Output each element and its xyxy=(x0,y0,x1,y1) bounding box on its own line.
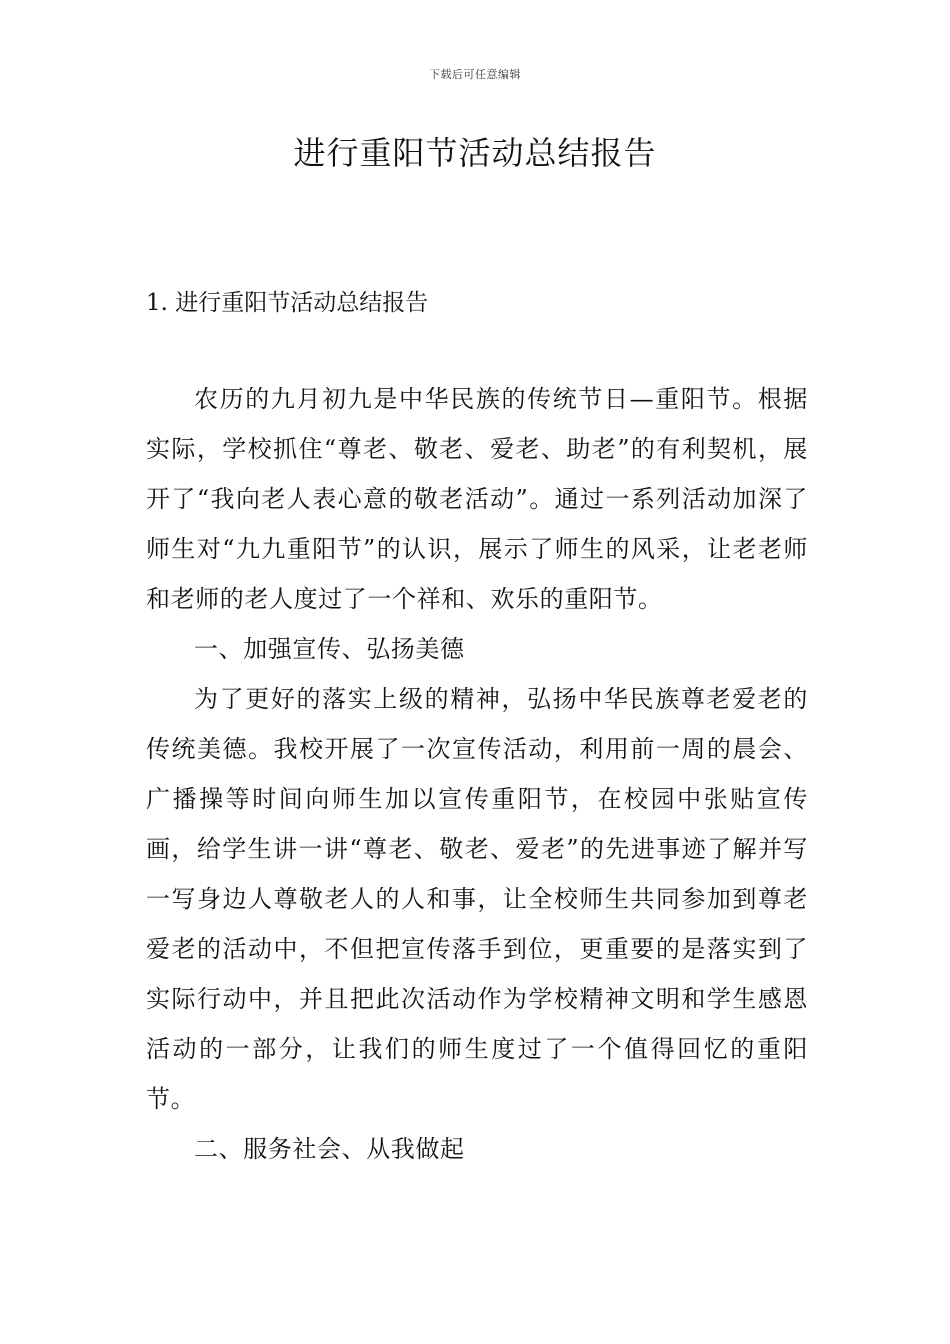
header-note: 下载后可任意编辑 xyxy=(429,68,521,81)
paragraph-intro: 农历的九月初九是中华民族的传统节日—重阳节。根据实际，学校抓住“尊老、敬老、爱老、助老”的有利契机，展开了“我向老人表心意的敬老活动”。通过一系列活动加深了师生对“九九重阳节”的认识，展示了师生的风采，让老老师和老师的老人度过了一个祥和、欢乐的重阳节。 xyxy=(146,385,808,613)
subheading-promotion: 一、加强宣传、弘扬美德 xyxy=(194,635,465,663)
section-heading: 1. 进行重阳节活动总结报告 xyxy=(146,290,429,316)
paragraph-promotion: 为了更好的落实上级的精神，弘扬中华民族尊老爱老的传统美德。我校开展了一次宣传活动，利用前一周的晨会、广播操等时间向师生加以宣传重阳节，在校园中张贴宣传画，给学生讲一讲“尊老、敬老、爱老”的先进事迹了解并写一写身边人尊敬老人的人和事，让全校师生共同参加到尊老爱老的活动中，不但把宣传落手到位，更重要的是落实到了实际行动中，并且把此次活动作为学校精神文明和学生感恩活动的一部分，让我们的师生度过了一个值得回忆的重阳节。 xyxy=(146,685,808,1113)
document-body xyxy=(146,374,808,1174)
document-title: 进行重阳节活动总结报告 xyxy=(293,134,657,172)
subheading-service: 二、服务社会、从我做起 xyxy=(194,1135,465,1163)
